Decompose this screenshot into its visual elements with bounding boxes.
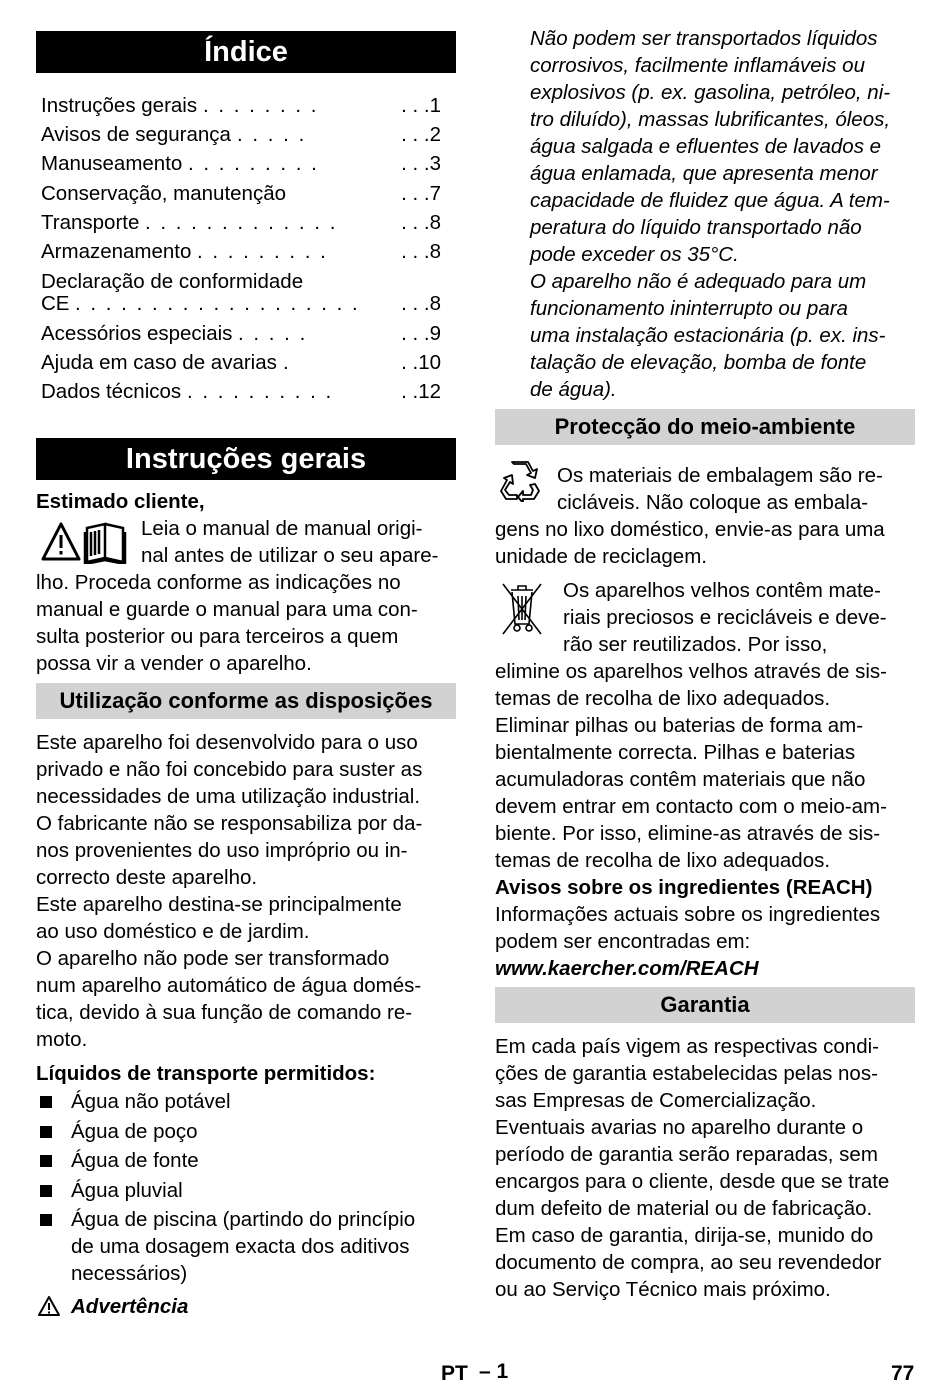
footer-page-number: 77 [891,1362,915,1385]
warning-line: talação de elevação, bomba de fonte [530,351,867,374]
toc-entry-title: Ajuda em caso de avarias [41,351,277,374]
weee-line: acumuladoras contêm materiais que não [495,768,866,791]
toc-entry[interactable] [41,120,451,149]
intended-use-line: necessidades de uma utilização industrial. [36,785,421,808]
toc-entry-page: . . .2 [401,123,441,146]
intended-use-line: nos provenientes do uso impróprio ou in- [36,839,408,862]
greeting: Estimado cliente, [36,490,205,513]
intended-use-line: O aparelho não pode ser transformado [36,947,390,970]
warning-manual-icon [41,520,133,564]
reach-url: www.kaercher.com/REACH [495,957,759,980]
warning-line: O aparelho não é adequado para um [530,270,867,293]
recycle-line-1: Os materiais de embalagem são re- [557,464,883,487]
toc-entry-title: Armazenamento [41,240,192,263]
weee-line: devem entrar em contacto com o meio-am- [495,795,887,818]
warning-line: capacidade de fluidez que água. A tem- [530,189,890,212]
general-heading: Instruções gerais [36,438,456,480]
recycle-line-3: gens no lixo doméstico, envie-as para uma [495,518,885,541]
weee-line: temas de recolha de lixo adequados. [495,849,831,872]
warning-line: corrosivos, facilmente inflamáveis ou [530,54,865,77]
intended-use-line: Este aparelho foi desenvolvido para o uso [36,731,418,754]
toc-entry-title: Transporte [41,211,140,234]
warranty-line: Eventuais avarias no aparelho durante o [495,1116,864,1139]
toc-entry-page: . .10 [401,351,441,374]
weee-line: elimine os aparelhos velhos através de sis- [495,660,887,683]
recycle-line-2: cicláveis. Não coloque as embala- [557,491,869,514]
reach-line-2: podem ser encontradas em: [495,930,751,953]
list-item-text: Água pluvial [71,1178,183,1202]
toc-entry[interactable] [41,179,451,208]
warranty-line: documento de compra, ao seu revendedor [495,1251,882,1274]
intended-use-line: moto. [36,1028,88,1051]
toc-entry-title: Declaração de conformidade [41,270,304,293]
toc-entry-title: Instruções gerais [41,94,198,117]
square-bullet-icon [40,1214,52,1226]
recycle-icon [497,460,543,502]
toc-entry-leader: . [283,351,291,374]
square-bullet-icon [40,1126,52,1138]
reach-line-1: Informações actuais sobre os ingredientes [495,903,881,926]
intro-line-1: Leia o manual de manual origi- [141,517,423,540]
liquids-heading: Líquidos de transporte permitidos: [36,1062,376,1085]
list-item-text: Água não potável [71,1090,231,1113]
intro-line-5: sulta posterior ou para terceiros a quem [36,625,399,648]
toc-entry-page: . . .9 [401,322,441,345]
intended-use-line: O fabricante não se responsabiliza por da- [36,812,423,835]
toc-entry-title: Dados técnicos [41,380,182,403]
toc-entry-leader: . . . . . [238,322,308,345]
warranty-line: sas Empresas de Comercialização. [495,1089,817,1112]
weee-line: bientalmente correcta. Pilhas e baterias [495,741,856,764]
toc-entry-title: CE [41,292,70,315]
toc-entry-leader: . . . . . . . . . [197,240,328,263]
weee-line-3: rão ser reutilizados. Por isso, [563,633,828,656]
intro-line-6: possa vir a vender o aparelho. [36,652,312,675]
toc-entry-leader: . . . . . [237,123,307,146]
toc-entry-page: . . .8 [401,240,441,263]
footer-lang: PT [441,1362,468,1385]
toc-entry-title: Conservação, manutenção [41,182,287,205]
toc-entry[interactable] [41,348,451,377]
toc-entry-title: Avisos de segurança [41,123,231,146]
toc-entry-leader: . . . . . . . . . . . . . [145,211,338,234]
warning-small-icon [37,1295,61,1317]
toc-entry-page: . .12 [401,380,441,403]
warranty-heading: Garantia [495,987,915,1023]
weee-line: temas de recolha de lixo adequados. [495,687,831,710]
toc-entry-title: Manuseamento [41,152,183,175]
warning-line: uma instalação estacionária (p. ex. ins- [530,324,886,347]
warranty-line: encargos para o cliente, desde que se trate [495,1170,890,1193]
toc-entry[interactable] [41,149,451,178]
square-bullet-icon [40,1185,52,1197]
intro-line-4: manual e guarde o manual para uma con- [36,598,418,621]
toc-heading: Índice [36,31,456,73]
warning-label: Advertência [71,1295,189,1318]
warning-line: água enlamada, que apresenta menor [530,162,878,185]
warning-triangle-icon [43,524,79,559]
list-item-text: de uma dosagem exacta dos aditivos [71,1235,410,1258]
list-item-text: necessários) [71,1262,188,1285]
warranty-line: período de garantia serão reparadas, sem [495,1143,878,1166]
toc-entry-page: . . .1 [401,94,441,117]
toc-entry-page: . . .8 [401,211,441,234]
toc-entry-leader: . . . . . . . . . [188,152,319,175]
warranty-line: Em cada país vigem as respectivas condi- [495,1035,879,1058]
list-item-text: Água de poço [71,1119,198,1143]
warning-line: de água). [530,378,617,401]
intended-use-line: ao uso doméstico e de jardim. [36,920,310,943]
list-item-text: Água de piscina (partindo do princípio [71,1208,416,1231]
warning-line: Não podem ser transportados líquidos [530,27,878,50]
list-item-text: Água de fonte [71,1149,199,1172]
toc-entry[interactable] [41,208,451,237]
intended-use-line: Este aparelho destina-se principalmente [36,893,402,916]
toc-entry-leader: . . . . . . . . . . [187,380,334,403]
intended-use-line: privado e não foi concebido para suster as [36,758,423,781]
manual-book-icon [85,524,125,564]
toc-entry-leader: . . . . . . . . [203,94,319,117]
intended-use-line: correcto deste aparelho. [36,866,258,889]
intended-use-heading: Utilização conforme as disposições [36,683,456,719]
warning-line: pode exceder os 35°C. [530,243,739,266]
toc-entry-title: Acessórios especiais [41,322,233,345]
square-bullet-icon [40,1096,52,1108]
intended-use-line: num aparelho automático de água domés- [36,974,422,997]
toc-entry[interactable] [41,377,451,406]
square-bullet-icon [40,1155,52,1167]
toc-entry-page: . . .3 [401,152,441,175]
warning-line: peratura do líquido transportado não [530,216,862,239]
warranty-line: dum defeito de material ou de fabricação. [495,1197,873,1220]
intro-line-3: lho. Proceda conforme as indicações no [36,571,401,594]
toc-entry[interactable] [41,91,451,120]
toc-entry[interactable] [41,319,451,348]
toc-entry-page: . . .7 [401,182,441,205]
toc-entry[interactable] [41,289,451,318]
toc-entry[interactable] [41,237,451,266]
toc-entry-page: . . .8 [401,292,441,315]
environment-heading: Protecção do meio-ambiente [495,409,915,445]
weee-line-2: riais preciosos e recicláveis e deve- [563,606,887,629]
intro-line-2: nal antes de utilizar o seu apare- [141,544,439,567]
crossed-bin-icon [499,580,545,638]
warning-line: explosivos (p. ex. gasolina, petróleo, ni- [530,81,891,104]
footer-page-local: – 1 [479,1360,509,1383]
warranty-line: Em caso de garantia, dirija-se, munido do [495,1224,874,1247]
toc-entry-leader: . . . . . . . . . . . . . . . . . . . [75,292,360,315]
weee-line-1: Os aparelhos velhos contêm mate- [563,579,881,602]
recycle-line-4: unidade de reciclagem. [495,545,707,568]
intended-use-line: tica, devido à sua função de comando re- [36,1001,413,1024]
warranty-line: ções de garantia estabelecidas pelas nos- [495,1062,878,1085]
weee-line: Eliminar pilhas ou baterias de forma am- [495,714,864,737]
warning-line: funcionamento ininterrupto ou para [530,297,848,320]
warning-line: água salgada e efluentes de lavados e [530,135,882,158]
warranty-line: ou ao Serviço Técnico mais próximo. [495,1278,831,1301]
warning-line: tro diluído), massas lubrificantes, óleos, [530,108,891,131]
weee-line: biente. Por isso, elimine-as através de sis- [495,822,881,845]
reach-heading: Avisos sobre os ingredientes (REACH) [495,876,873,899]
